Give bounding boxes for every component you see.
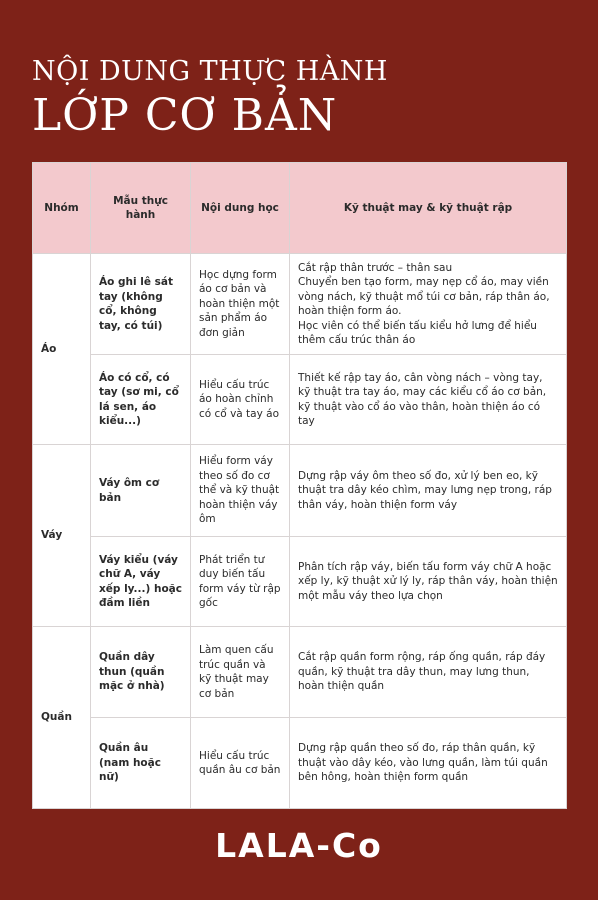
sample-cell: Váy ôm cơ bản bbox=[91, 445, 191, 537]
table-header-row bbox=[33, 163, 567, 254]
table-row bbox=[33, 537, 567, 627]
technique-line: Học viên có thể biến tấu kiểu hở lưng để hiểu thêm cấu trúc thân áo bbox=[298, 319, 537, 346]
page-title-line-2: LỚP CƠ BẢN bbox=[32, 90, 338, 141]
content-cell: Làm quen cấu trúc quần và kỹ thuật may cơ bản bbox=[191, 627, 290, 718]
technique-line: Chuyển ben tạo form, may nẹp cổ áo, may viền vòng nách, kỹ thuật mổ túi cơ bản, ráp thân áo, hoàn thiện form áo. bbox=[298, 276, 550, 317]
table-row bbox=[33, 254, 567, 355]
column-header-group: Nhóm bbox=[33, 163, 91, 254]
technique-cell: Thiết kế rập tay áo, cân vòng nách – vòng tay, kỹ thuật tra tay áo, may các kiểu cổ áo cơ bản, kỹ thuật vào cổ áo vào thân, hoàn thiện áo có tay bbox=[290, 355, 567, 445]
column-header-sample: Mẫu thực hành bbox=[91, 163, 191, 254]
table-row bbox=[33, 718, 567, 809]
content-cell: Hiểu cấu trúc áo hoàn chỉnh có cổ và tay áo bbox=[191, 355, 290, 445]
sample-cell: Áo ghi lê sát tay (không cổ, không tay, có túi) bbox=[91, 254, 191, 355]
table-row bbox=[33, 355, 567, 445]
page-title-line-1: NỘI DUNG THỰC HÀNH bbox=[32, 56, 388, 87]
group-name-quan: Quần bbox=[33, 627, 91, 809]
column-header-content: Nội dung học bbox=[191, 163, 290, 254]
technique-cell: Dựng rập quần theo số đo, ráp thân quần, kỹ thuật vào dây kéo, vào lưng quần, làm túi quần bên hông, hoàn thiện form quần bbox=[290, 718, 567, 809]
column-header-technique: Kỹ thuật may & kỹ thuật rập bbox=[290, 163, 567, 254]
content-cell: Hiểu cấu trúc quần âu cơ bản bbox=[191, 718, 290, 809]
technique-cell: Phân tích rập váy, biến tấu form váy chữ A hoặc xếp ly, kỹ thuật xử lý ly, ráp thân váy, hoàn thiện một mẫu váy theo lựa chọn bbox=[290, 537, 567, 627]
technique-line: Cắt rập thân trước – thân sau bbox=[298, 261, 453, 274]
content-cell: Học dựng form áo cơ bản và hoàn thiện một sản phẩm áo đơn giản bbox=[191, 254, 290, 355]
group-name-ao: Áo bbox=[33, 254, 91, 445]
sample-cell: Áo có cổ, có tay (sơ mi, cổ lá sen, áo kiểu...) bbox=[91, 355, 191, 445]
sample-cell: Quần dây thun (quần mặc ở nhà) bbox=[91, 627, 191, 718]
curriculum-table bbox=[32, 162, 567, 809]
group-name-vay: Váy bbox=[33, 445, 91, 627]
sample-cell: Quần âu (nam hoặc nữ) bbox=[91, 718, 191, 809]
brand-logo: LALA-Co bbox=[215, 826, 383, 865]
content-cell: Phát triển tư duy biến tấu form váy từ rập gốc bbox=[191, 537, 290, 627]
content-cell: Hiểu form váy theo số đo cơ thể và kỹ thuật hoàn thiện váy ôm bbox=[191, 445, 290, 537]
technique-cell: Dựng rập váy ôm theo số đo, xử lý ben eo, kỹ thuật tra dây kéo chìm, may lưng nẹp trong, ráp thân váy, hoàn thiện form váy bbox=[290, 445, 567, 537]
table-row bbox=[33, 445, 567, 537]
table-row bbox=[33, 627, 567, 718]
sample-cell: Váy kiểu (váy chữ A, váy xếp ly...) hoặc đầm liền bbox=[91, 537, 191, 627]
technique-cell: Cắt rập quần form rộng, ráp ống quần, ráp đáy quần, kỹ thuật tra dây thun, may lưng thun, hoàn thiện quần bbox=[290, 627, 567, 718]
technique-cell bbox=[290, 254, 567, 355]
